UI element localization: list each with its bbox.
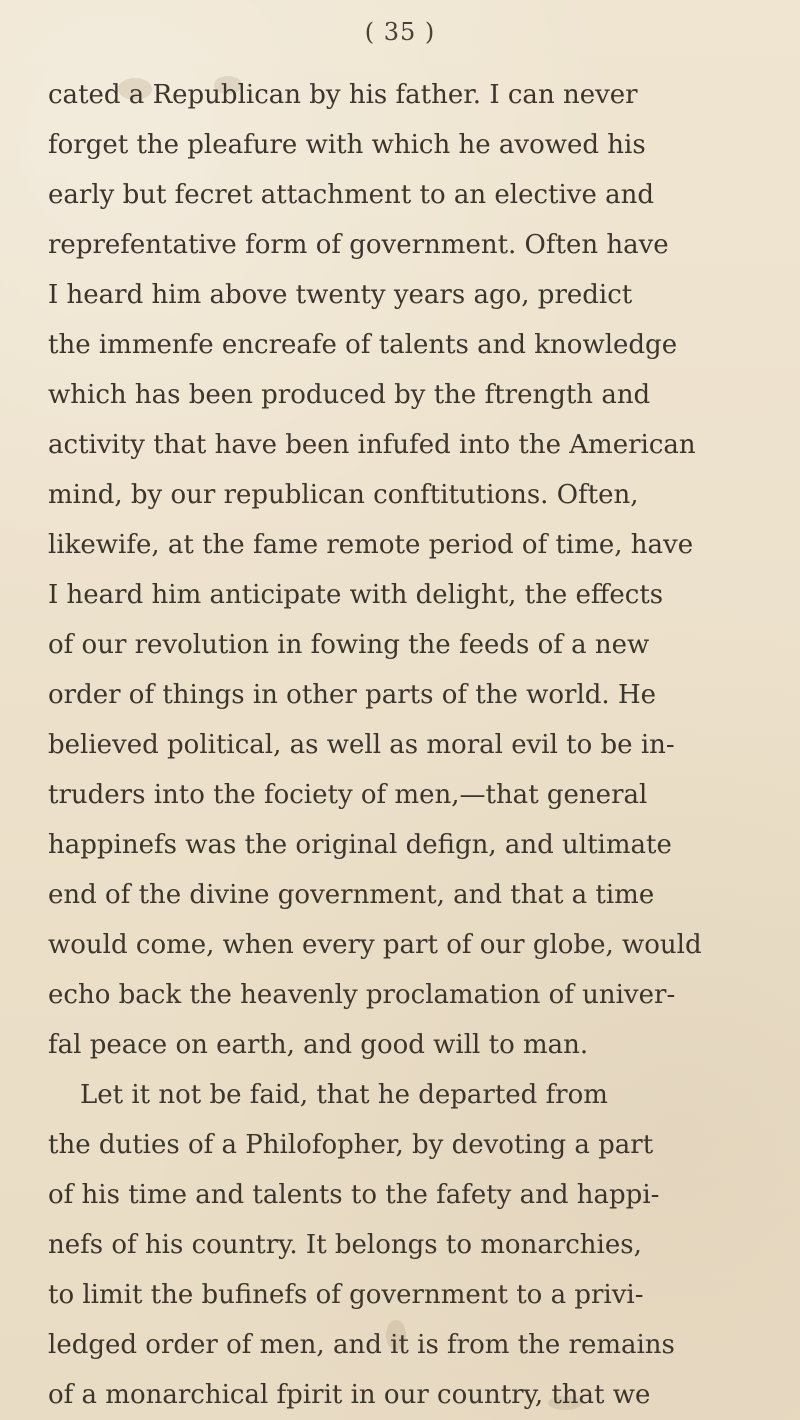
text-line: mind, by our republican conftitutions. Often,: [48, 480, 639, 510]
text-line: nefs of his country. It belongs to monarchies,: [48, 1230, 642, 1260]
text-line: which has been produced by the ftrength and: [48, 380, 651, 410]
text-line: truders into the fociety of men,—that general: [48, 780, 648, 810]
text-line: of our revolution in fowing the feeds of a new: [48, 630, 650, 660]
text-line: cated a Republican by his father. I can never: [48, 80, 638, 110]
text-line: reprefentative form of government. Often have: [48, 230, 669, 260]
text-line: believed political, as well as moral evil to be in-: [48, 730, 675, 760]
text-line: I heard him above twenty years ago, predict: [48, 280, 633, 310]
text-line: forget the pleafure with which he avowed his: [48, 130, 646, 160]
text-line: the immenfe encreafe of talents and knowledge: [48, 330, 678, 360]
text-line: fal peace on earth, and good will to man.: [48, 1030, 589, 1060]
text-line: order of things in other parts of the world. He: [48, 680, 657, 710]
text-line: ledged order of men, and it is from the remains: [48, 1330, 675, 1360]
text-line: of his time and talents to the fafety and happi-: [48, 1180, 660, 1210]
page-number: ( 35 ): [364, 18, 436, 46]
text-line: early but fecret attachment to an elective and: [48, 180, 655, 210]
text-line: happinefs was the original defign, and ultimate: [48, 830, 672, 860]
text-line: end of the divine government, and that a time: [48, 880, 655, 910]
text-line: likewife, at the fame remote period of time, have: [48, 530, 694, 560]
text-line: echo back the heavenly proclamation of univer-: [48, 980, 676, 1010]
text-line: would come, when every part of our globe, would: [48, 930, 702, 960]
text-line: the duties of a Philofopher, by devoting a part: [48, 1130, 654, 1160]
text-line: activity that have been infufed into the American: [48, 430, 696, 460]
text-line: Let it not be faid, that he departed from: [80, 1080, 608, 1110]
text-line: of a monarchical fpirit in our country, that we: [48, 1380, 651, 1410]
text-line: to limit the bufinefs of government to a privi-: [48, 1280, 644, 1310]
text-line: I heard him anticipate with delight, the effects: [48, 580, 664, 610]
